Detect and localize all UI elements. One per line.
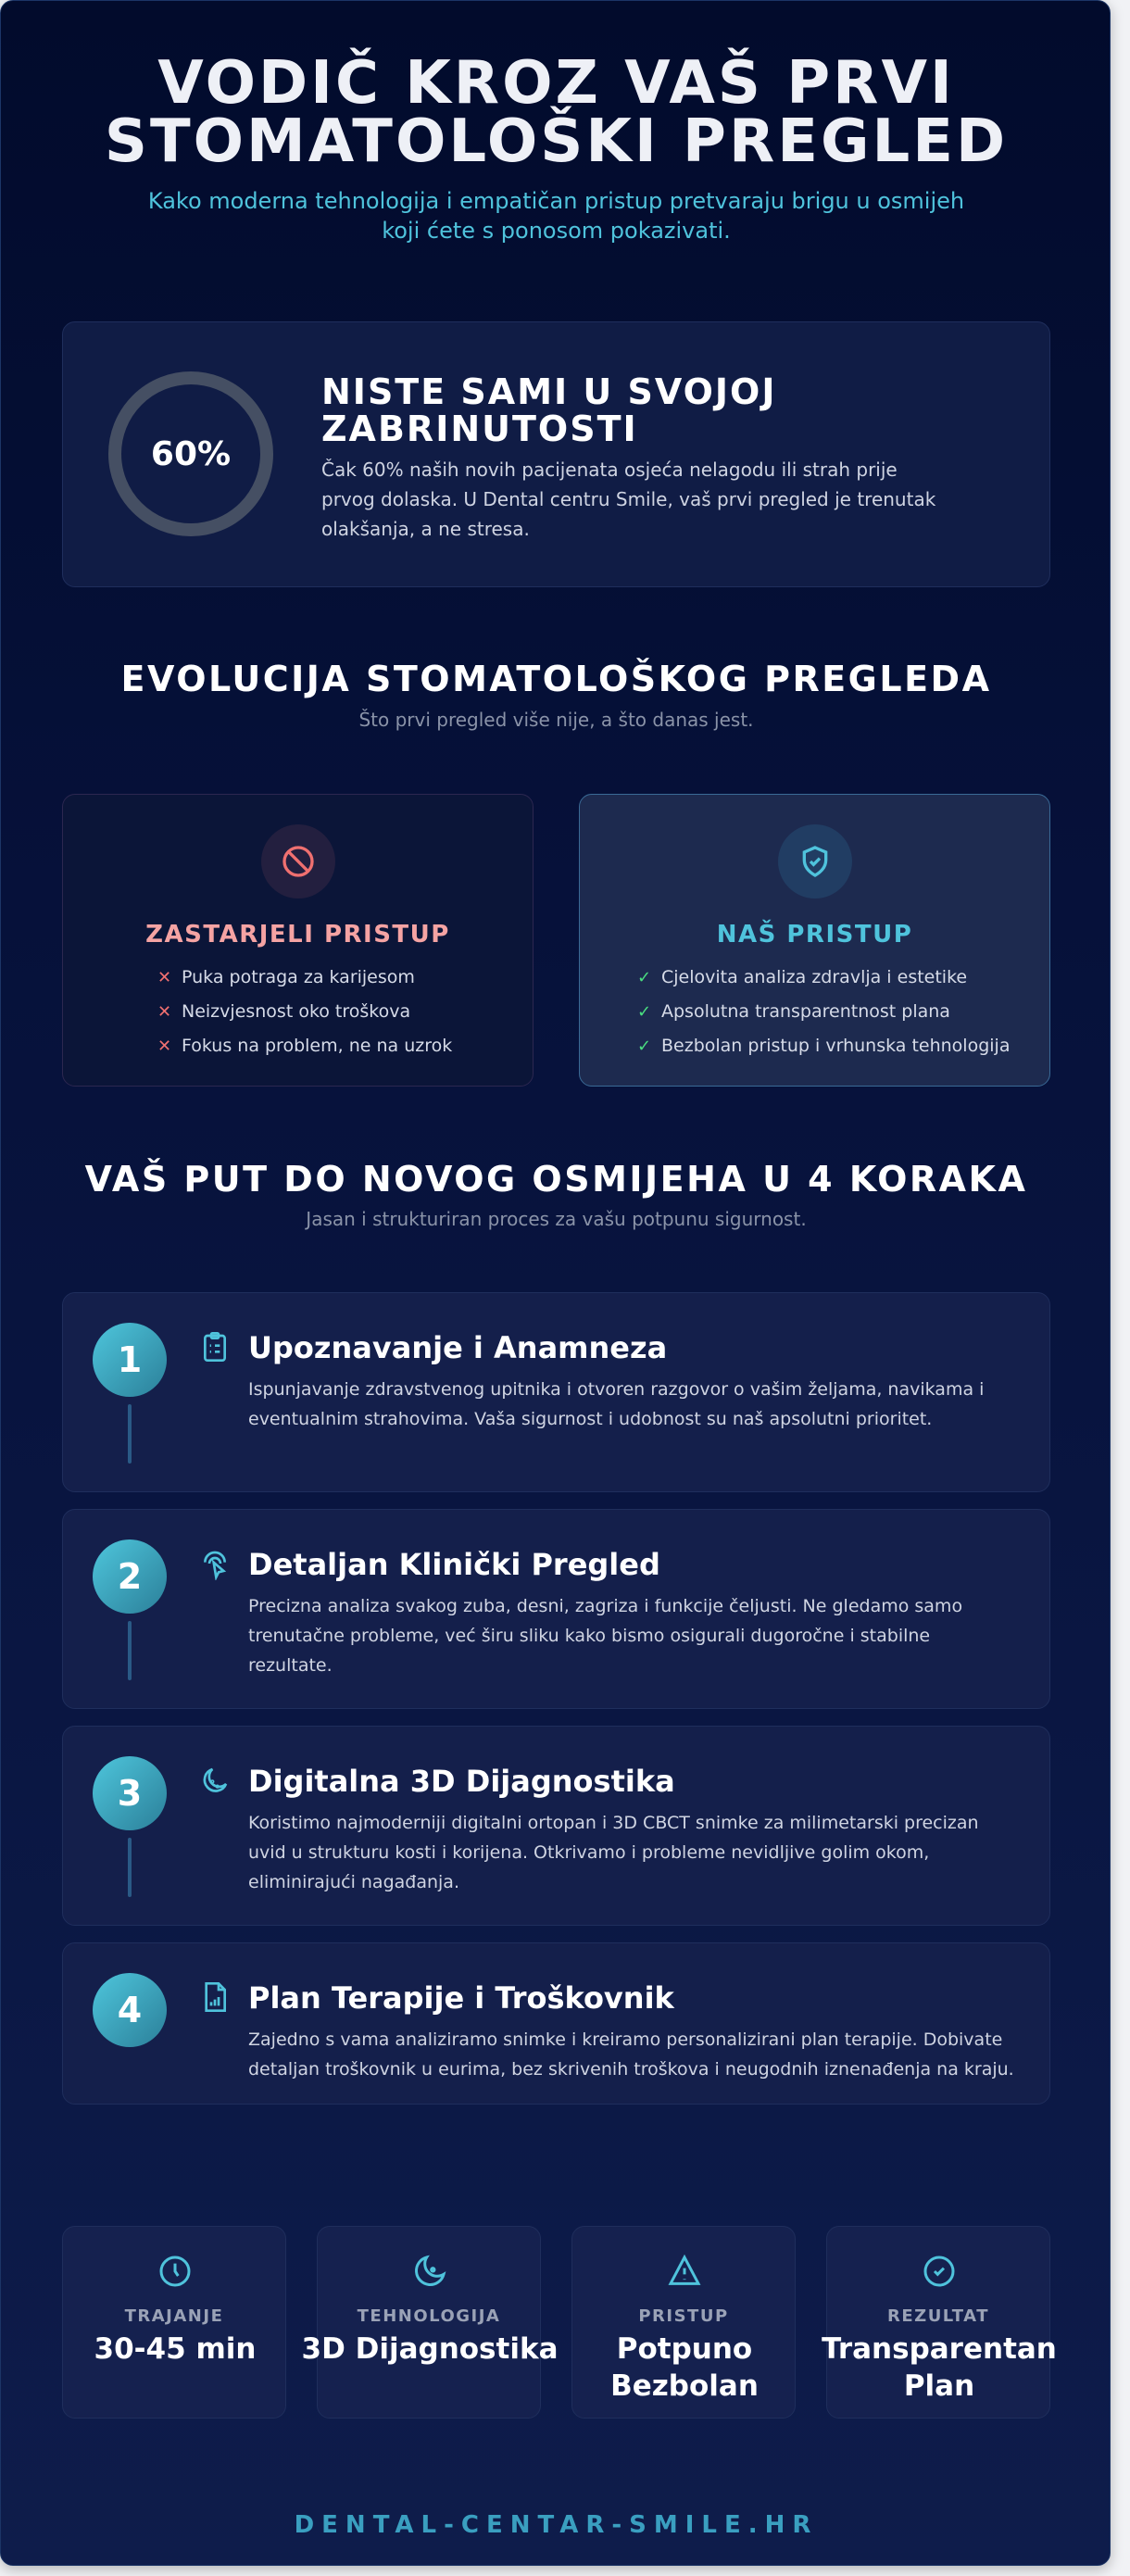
check-icon: ✓ [637,968,652,987]
fact-label: PRISTUP [638,2306,729,2326]
clipboard-icon [200,1330,230,1363]
step-card-4 [62,1942,1050,2105]
step-description: Precizna analiza svakog zuba, desni, zagriza i funkcije čeljusti. Ne gledamo samo trenutačne probleme, već širu sliku kako bismo osigurali dugoročne i stabilne rezultate. [248,1596,963,1676]
list-item [637,1034,1010,1068]
list-item [637,999,1010,1034]
fact-value: Potpuno Bezbolan [610,2332,759,2403]
our-approach-list [637,965,1010,1068]
item-text: Cjelovita analiza zdravlja i estetike [661,967,968,987]
stat-heading: NISTE SAMI U SVOJOJ ZABRINUTOSTI [321,371,777,449]
fact-value: 30-45 min [94,2332,257,2366]
evolution-heading: EVOLUCIJA STOMATOLOŠKOG PREGLEDA [120,659,992,699]
moon-icon [411,2252,448,2291]
check-icon: ✓ [637,1002,652,1022]
our-approach-card [579,794,1050,1087]
item-text: Puka potraga za karijesom [182,967,415,987]
item-text: Neizvjesnost oko troškova [182,1001,411,1022]
fact-label: TRAJANJE [124,2306,224,2326]
stat-body: Čak 60% naših novih pacijenata osjeća nelagodu ili strah prije prvog dolaska. U Dental centru Smile, vaš prvi pregled je trenutak olakšanja, a ne stresa. [321,459,936,540]
timeline-connector [128,1838,132,1897]
x-icon: ✕ [157,968,172,987]
item-text: Fokus na problem, ne na uzrok [182,1036,453,1056]
item-text: Bezbolan pristup i vrhunska tehnologija [661,1036,1011,1056]
fact-card-result [822,2226,1057,2419]
ban-icon [261,824,335,898]
step-number: 3 [93,1756,167,1830]
warning-icon [666,2252,703,2291]
step-card-2 [62,1509,1050,1709]
percent-value: 60% [150,434,232,473]
fact-value: Transparentan Plan [822,2332,1057,2403]
evolution-subheading: Što prvi pregled više nije, a što danas jest. [358,709,754,731]
steps-subheading: Jasan i strukturiran proces za vašu potpunu sigurnost. [306,1208,807,1230]
step-card-3 [62,1726,1050,1926]
page-title [1,49,1111,176]
fact-card-duration [62,2226,286,2419]
step-description: Zajedno s vama analiziramo snimke i kreiramo personalizirani plan terapije. Dobivate detaljan troškovnik u eurima, bez skrivenih troškova i neugodnih iznenađenja na kraju. [248,2029,1014,2080]
title-line-1: VODIČ KROZ VAŠ PRVI [157,49,955,118]
page-subtitle: Kako moderna tehnologija i empatičan pristup pretvaraju brigu u osmijeh koji ćete s ponosom pokazivati. [147,188,965,244]
clock-icon [157,2252,194,2291]
fact-label: TEHNOLOGIJA [357,2306,501,2326]
timeline-connector [128,1621,132,1680]
old-approach-title: ZASTARJELI PRISTUP [145,921,450,949]
step-number: 2 [93,1539,167,1614]
step-description: Koristimo najmoderniji digitalni ortopan i 3D CBCT snimke za milimetarski precizan uvid u strukturu kosti i korijena. Otkrivamo i probleme nevidljive golim okom, eliminirajući nagađanja. [248,1813,979,1892]
step-number: 1 [93,1323,167,1397]
step-card-1 [62,1292,1050,1492]
list-item [157,965,452,999]
footer-website[interactable]: DENTAL-CENTAR-SMILE.HR [294,2511,819,2539]
step-title: Digitalna 3D Dijagnostika [248,1764,675,1799]
old-approach-card [62,794,534,1087]
shield-check-icon [778,824,852,898]
list-item [157,1034,452,1068]
x-icon: ✕ [157,1002,172,1022]
step-number: 4 [93,1973,167,2047]
percent-ring [108,371,273,536]
check-circle-icon [921,2252,958,2291]
steps-heading: VAŠ PUT DO NOVOG OSMIJEHA U 4 KORAKA [84,1159,1028,1200]
step-description: Ispunjavanje zdravstvenog upitnika i otvoren razgovor o vašim željama, navikama i eventualnim strahovima. Vaša sigurnost i udobnost su naš apsolutni prioritet. [248,1379,985,1429]
our-approach-title: NAŠ PRISTUP [716,921,913,949]
step-title: Upoznavanje i Anamneza [248,1330,668,1365]
title-line-2: STOMATOLOŠKI PREGLED [104,107,1009,176]
fact-card-approach [571,2226,796,2419]
list-item [157,999,452,1034]
file-chart-icon [200,1980,230,2014]
list-item [637,965,1010,999]
touch-icon [200,1547,230,1580]
old-approach-list [157,965,452,1068]
fact-label: REZULTAT [886,2306,989,2326]
check-icon: ✓ [637,1037,652,1056]
fact-value: 3D Dijagnostika [301,2332,559,2366]
item-text: Apsolutna transparentnost plana [661,1001,950,1022]
step-title: Detaljan Klinički Pregled [248,1547,660,1582]
moon-icon [200,1764,230,1797]
step-title: Plan Terapije i Troškovnik [248,1980,674,2016]
x-icon: ✕ [157,1037,172,1056]
fact-card-technology [301,2226,559,2419]
timeline-connector [128,1404,132,1464]
